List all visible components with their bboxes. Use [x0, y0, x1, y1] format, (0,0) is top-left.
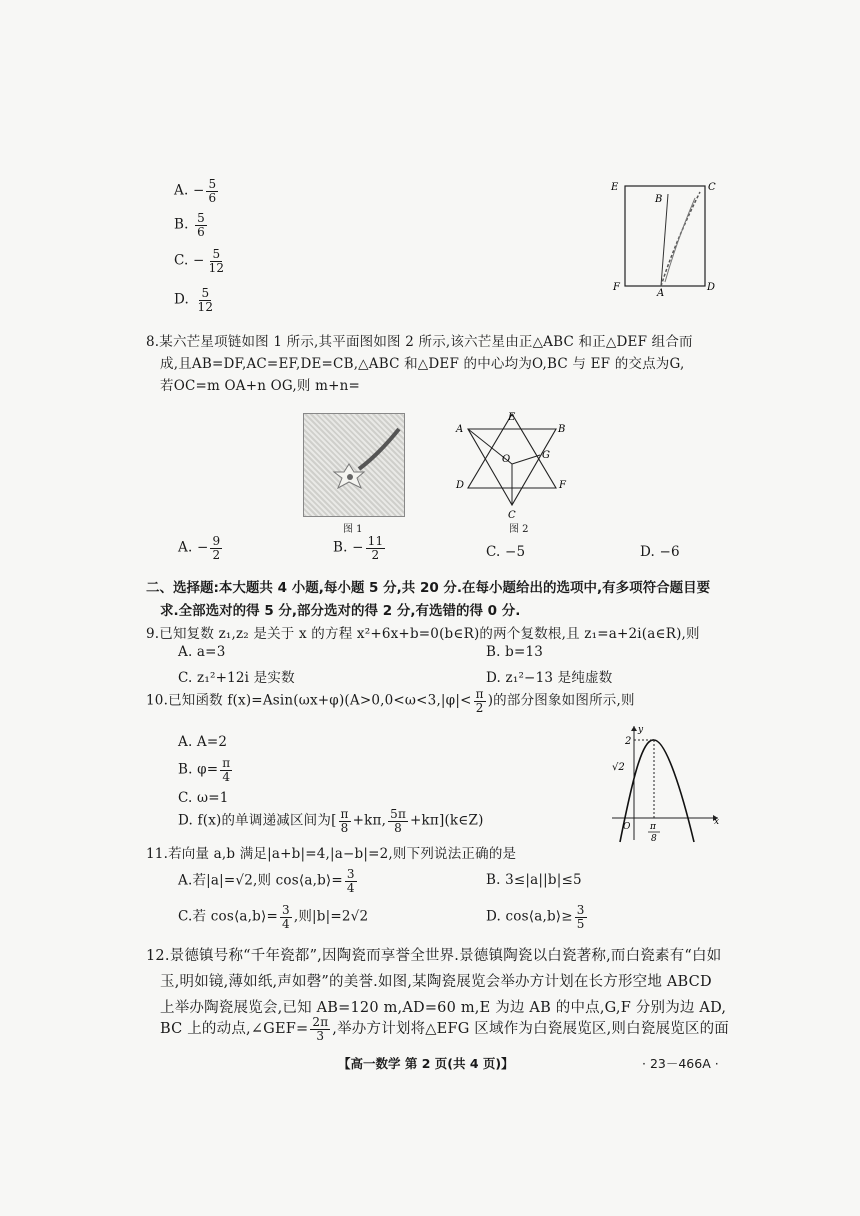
fraction: $\frac{3}{4}$: [281, 903, 290, 931]
q11-stem: 11.若向量 a,b 满足|a+b|=4,|a−b|=2,则下列说法正确的是: [146, 846, 517, 862]
section2-header-line-1: 二、选择题:本大题共 4 小题,每小题 5 分,共 20 分.在每小题给出的选项中,有多项符合题目要: [146, 580, 711, 596]
q7-option-b[interactable]: B. $\frac{5}{6}$: [174, 211, 205, 239]
q8-option-d[interactable]: D. −6: [640, 544, 680, 560]
q7-option-c[interactable]: C. − $\frac{5}{12}$: [174, 247, 225, 275]
label-f: F: [559, 480, 566, 491]
fraction: $\frac{5}{6}$: [197, 211, 205, 239]
x-axis-label: x: [714, 817, 720, 827]
fraction: $\frac{11}{2}$: [367, 534, 384, 562]
q11-option-d[interactable]: D. cos⟨a,b⟩≥ $\frac{3}{5}$: [486, 903, 585, 931]
q9-option-c[interactable]: C. z₁²+12i 是实数: [178, 670, 295, 686]
fraction: $\frac{5}{12}$: [208, 247, 225, 275]
fraction: $\frac{3}{5}$: [576, 903, 585, 931]
page-footer-title: 【高一数学 第 2 页(共 4 页)】: [338, 1056, 514, 1071]
y-tick-sqrt2: √2: [612, 762, 625, 773]
label-g: G: [542, 450, 550, 461]
q11-option-b[interactable]: B. 3≤|a||b|≤5: [486, 872, 582, 888]
label-c: C: [508, 510, 516, 520]
y-tick-2: 2: [625, 736, 632, 747]
q8-line-2: 成,且AB=DF,AC=EF,DE=CB,△ABC 和△DEF 的中心均为O,BC 与 EF 的交点为G,: [160, 356, 685, 372]
x-tick-8: 8: [651, 834, 657, 844]
label-d: D: [707, 282, 716, 293]
q10-option-b[interactable]: B. φ= $\frac{\pi}{4}$: [178, 756, 231, 784]
q8-option-a[interactable]: A. − $\frac{9}{2}$: [178, 534, 221, 562]
q12-line-4: BC 上的动点,∠GEF= $\frac{2\pi}{3}$ ,举办方计划将△EFG 区域作为白瓷展览区,则白瓷展览区的面: [160, 1015, 730, 1043]
q9-option-a[interactable]: A. a=3: [178, 644, 226, 660]
label-f: F: [613, 282, 620, 293]
fraction: $\frac{2\pi}{3}$: [312, 1015, 329, 1043]
label-a: A: [657, 288, 665, 297]
hexagram-figure: [450, 412, 580, 520]
q11-option-a[interactable]: A.若|a|=√2,则 cos⟨a,b⟩= $\frac{3}{4}$: [178, 867, 355, 895]
q9-stem: 9.已知复数 z₁,z₂ 是关于 x 的方程 x²+6x+b=0(b∈R)的两个复数根,且 z₁=a+2i(a∈R),则: [146, 626, 700, 642]
fraction: $\frac{5}{6}$: [208, 177, 217, 205]
necklace-photo: [303, 413, 405, 517]
q8-line-3: 若OC=m OA+n OG,则 m+n=: [160, 378, 360, 394]
x-tick-pi: π: [650, 822, 656, 832]
q10-option-d[interactable]: D. f(x)的单调递减区间为[ $\frac{\pi}{8}$ +kπ, $\frac{5\pi}{8}$ +kπ](k∈Z): [178, 807, 484, 835]
q10-option-a[interactable]: A. A=2: [178, 734, 228, 750]
fig1-caption: 图 1: [343, 524, 363, 535]
fraction: $\frac{\pi}{2}$: [475, 687, 484, 715]
q8-option-c[interactable]: C. −5: [486, 544, 526, 560]
label-b: B: [655, 194, 663, 205]
fraction: $\frac{\pi}{8}$: [340, 807, 349, 835]
q7-option-d[interactable]: D. $\frac{5}{12}$: [174, 286, 214, 314]
q9-option-b[interactable]: B. b=13: [486, 644, 544, 660]
fraction: $\frac{9}{2}$: [212, 534, 221, 562]
q12-line-3: 上举办陶瓷展览会,已知 AB=120 m,AD=60 m,E 为边 AB 的中点,G,F 分别为边 AD,: [160, 1000, 727, 1016]
label-d: D: [456, 480, 465, 491]
label-e: E: [508, 412, 516, 423]
q7-figure: [605, 172, 725, 297]
y-axis-label: y: [638, 725, 644, 735]
section2-header-line-2: 求.全部选对的得 5 分,部分选对的得 2 分,有选错的得 0 分.: [160, 603, 521, 619]
sine-graph: [604, 722, 722, 844]
page-footer-code: · 23－466A ·: [642, 1056, 719, 1071]
fraction: $\frac{\pi}{4}$: [222, 756, 231, 784]
origin-label: O: [623, 822, 631, 832]
label-o: O: [502, 454, 511, 465]
fraction: $\frac{3}{4}$: [346, 867, 355, 895]
q7-option-a[interactable]: A. − $\frac{5}{6}$: [174, 177, 217, 205]
q9-option-d[interactable]: D. z₁²−13 是纯虚数: [486, 670, 613, 686]
q12-line-1: 12.景德镇号称“千年瓷都”,因陶瓷而享誉全世界.景德镇陶瓷以白瓷著称,而白瓷素有“白如: [146, 948, 722, 964]
q10-option-c[interactable]: C. ω=1: [178, 790, 229, 806]
label-e: E: [611, 182, 619, 193]
label-c: C: [708, 182, 716, 193]
star-pendant-icon: [304, 414, 404, 516]
label-b: B: [558, 424, 566, 435]
q10-stem: 10.已知函数 f(x)=Asin(ωx+φ)(A>0,0<ω<3,|φ|< $\frac{\pi}{2}$ )的部分图象如图所示,则: [146, 687, 635, 715]
fraction: $\frac{5\pi}{8}$: [390, 807, 407, 835]
q8-option-b[interactable]: B. − $\frac{11}{2}$: [333, 534, 384, 562]
q8-line-1: 8.某六芒星项链如图 1 所示,其平面图如图 2 所示,该六芒星由正△ABC 和正△DEF 组合而: [146, 334, 693, 350]
q11-option-c[interactable]: C.若 cos⟨a,b⟩= $\frac{3}{4}$ ,则|b|=2√2: [178, 903, 369, 931]
fraction: $\frac{5}{12}$: [197, 286, 214, 314]
fig2-caption: 图 2: [509, 524, 529, 535]
label-a: A: [456, 424, 464, 435]
q12-line-2: 玉,明如镜,薄如纸,声如磬”的美誉.如图,某陶瓷展览会举办方计划在长方形空地 ABCD: [160, 974, 712, 990]
